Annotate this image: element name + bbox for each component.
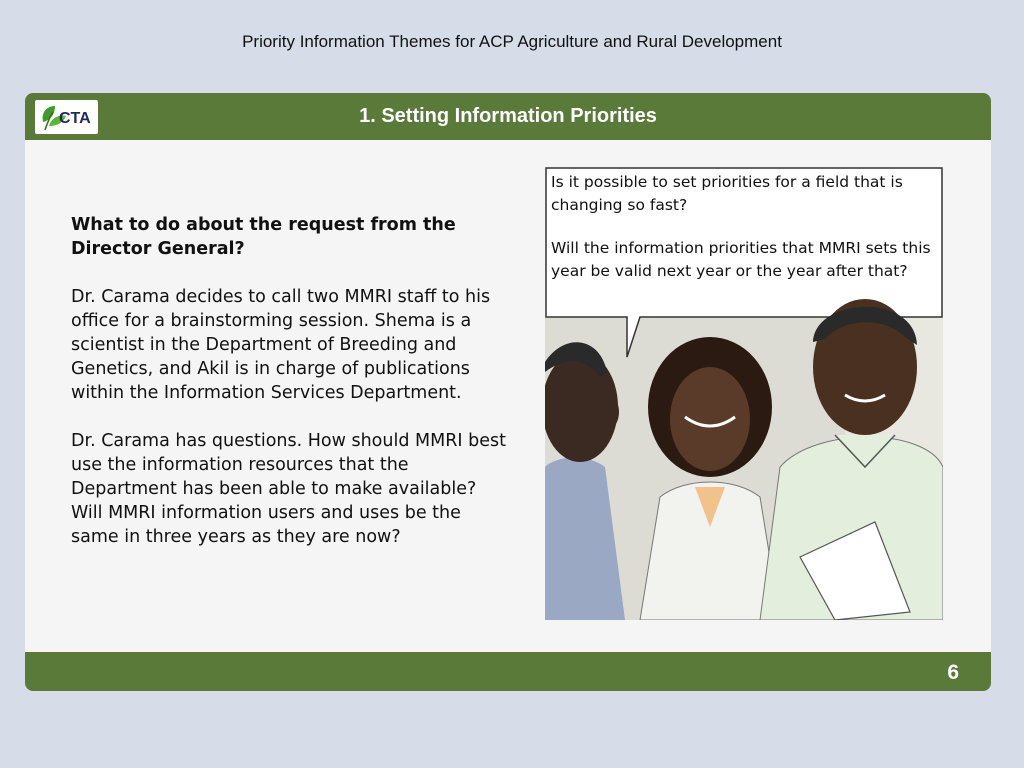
section-heading: What to do about the request from the Director General? (71, 215, 456, 259)
paragraph: Dr. Carama has questions. How should MMRI best use the information resources that the Department has been able to make available? Will MMRI information users and uses be the same in three years as they are now? (71, 431, 506, 547)
header-bar (25, 93, 991, 140)
speech-bubble-text (551, 171, 931, 303)
cartoon-illustration (545, 167, 943, 620)
bubble-line: Is it possible to set priorities for a field that is changing so fast? (551, 173, 903, 214)
page-number: 6 (947, 661, 959, 684)
slide-card (25, 93, 991, 691)
bubble-line: Will the information priorities that MMRI sets this year be valid next year or the year after that? (551, 239, 931, 280)
document-title: Priority Information Themes for ACP Agriculture and Rural Development (242, 32, 782, 51)
paragraph: Dr. Carama decides to call two MMRI staff to his office for a brainstorming session. Shema is a scientist in the Department of Breeding and Genetics, and Akil is in charge of publications within the Information Services Department. (71, 287, 491, 403)
slide-body (71, 213, 511, 573)
footer-bar (25, 652, 991, 691)
slide-title: 1. Setting Information Priorities (359, 105, 657, 127)
logo-text: CTA (59, 110, 91, 127)
